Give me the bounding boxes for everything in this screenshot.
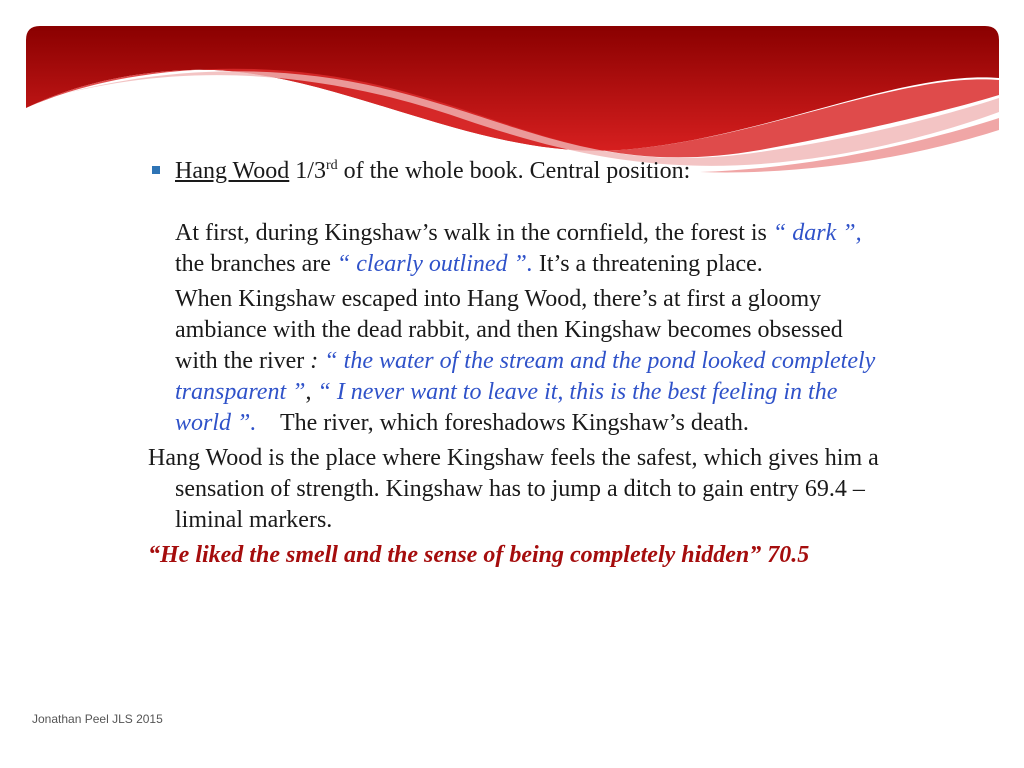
para2-text-2: The river, which foreshadows Kingshaw’s death. xyxy=(256,410,749,436)
bullet-item xyxy=(148,156,888,187)
para2-colon: : xyxy=(310,348,319,374)
topic-text-b: of the whole book. Central position: xyxy=(337,158,691,184)
topic-text-a: 1/3 xyxy=(289,158,326,184)
para2-quote-1: “ the water of the stream and the pond looked completely transparent ” xyxy=(175,348,876,405)
footer-credit: Jonathan Peel JLS 2015 xyxy=(32,712,163,726)
highlighted-quote: “He liked the smell and the sense of being completely hidden” 70.5 xyxy=(148,542,810,568)
para1-quote-1: “ dark ”, xyxy=(772,220,862,246)
para1-quote-2: “ clearly outlined ”. xyxy=(336,251,533,277)
paragraph-cornfield xyxy=(148,218,888,280)
para2-comma: , xyxy=(305,379,312,405)
para2-text-1: When Kingshaw escaped into Hang Wood, there’s at first a gloomy ambiance with the dead rabbit, and then Kingshaw becomes obsessed with the river xyxy=(175,286,843,374)
topic-link: Hang Wood xyxy=(175,158,290,184)
topic-sup: rd xyxy=(325,158,338,173)
para1-text-1: At first, during Kingshaw’s walk in the cornfield, the forest is xyxy=(175,220,773,246)
square-bullet-icon xyxy=(152,166,160,174)
slide-content xyxy=(148,156,888,571)
para1-text-3: It’s a threatening place. xyxy=(532,251,763,277)
paragraph-hang-wood-river xyxy=(148,284,888,439)
paragraph-safest-place: Hang Wood is the place where Kingshaw feels the safest, which gives him a sensation of strength. Kingshaw has to jump a ditch to gain entry 69.4 – liminal markers. xyxy=(148,445,879,533)
para1-text-2: the branches are xyxy=(175,251,337,277)
para2-quote-2: “ I never want to leave it, this is the best feeling in the world ”. xyxy=(175,379,838,436)
